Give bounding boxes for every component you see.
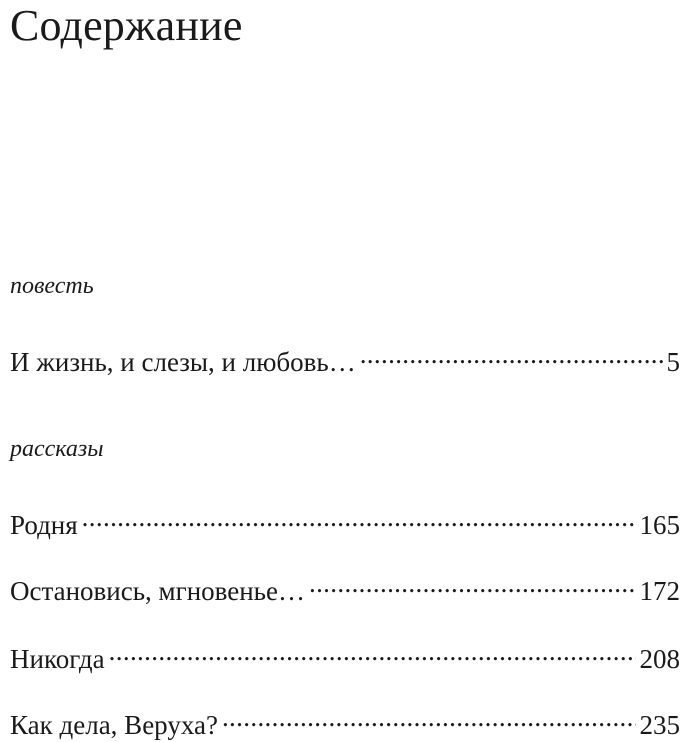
toc-entry[interactable] <box>10 337 680 379</box>
section-label-povest: повесть <box>10 273 94 299</box>
toc-entry-page: 208 <box>639 644 680 674</box>
toc-entry-title: И жизнь, и слезы, и любовь… <box>10 347 356 377</box>
toc-entry-page: 5 <box>666 347 680 377</box>
dot-leader <box>109 634 636 668</box>
toc-entry-page: 235 <box>639 710 680 740</box>
dot-leader <box>82 500 636 534</box>
toc-entry-title: Родня <box>10 510 78 540</box>
section-label-rasskazy: рассказы <box>10 436 104 462</box>
toc-entry[interactable] <box>10 500 680 542</box>
toc-entry-title: Как дела, Веруха? <box>10 710 218 740</box>
toc-entry-page: 165 <box>639 510 680 540</box>
dot-leader <box>360 337 663 371</box>
toc-entry[interactable] <box>10 634 680 676</box>
toc-entry-title: Остановись, мгновенье… <box>10 576 305 606</box>
dot-leader <box>222 700 636 734</box>
toc-entry-page: 172 <box>639 576 680 606</box>
page-title: Содержание <box>10 1 243 50</box>
toc-entry[interactable] <box>10 566 680 608</box>
dot-leader <box>309 566 636 600</box>
toc-entry-title: Никогда <box>10 644 105 674</box>
